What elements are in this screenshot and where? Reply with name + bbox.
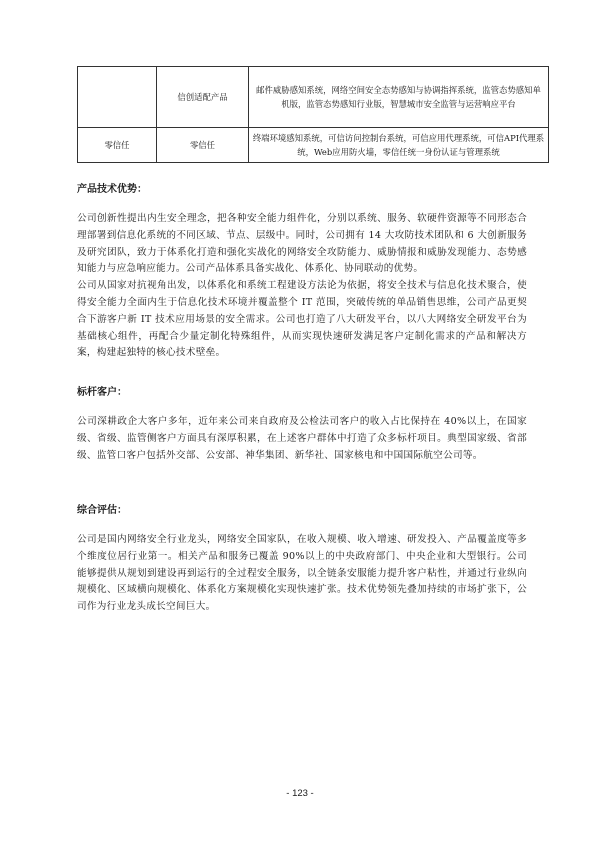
section-heading: 产品技术优势：: [77, 184, 147, 195]
page-number: - 123 -: [286, 788, 314, 799]
product-table-grid: [77, 66, 549, 163]
section-heading: 综合评估：: [77, 505, 127, 516]
table-cell-subcategory: 零信任: [157, 128, 249, 163]
table-cell-products: 邮件威胁感知系统，网络空间安全态势感知与协调指挥系统，监管态势感知单机版，监管态势感知行业版，智慧城市安全监管与运营响应平台: [249, 67, 549, 128]
section-tech-advantage: [77, 183, 527, 362]
paragraph: 公司深耕政企大客户多年，近年来公司来自政府及公检法司客户的收入占比保持在 40%以上，在国家级、省级、监管侧客户方面具有深厚积累，在上述客户群体中打造了众多标杆项目。典型国家级、省部级、监管口客户包括外交部、公安部、神华集团、新华社、国家核电和中国国际航空公司等。: [77, 416, 527, 461]
table-cell-subcategory: 信创适配产品: [157, 67, 249, 128]
paragraph: 公司从国家对抗视角出发，以体系化和系统工程建设方法论为依据，将安全技术与信息化技术聚合，使得安全能力全面内生于信息化技术环境并覆盖整个 IT 范围，突破传统的单品销售思维，公司产品更契合下游客户新 IT 技术应用场景的安全需求。公司也打造了八大研发平台，以八大网络安全研发平台为基础核心组件，再配合少量定制化特殊组件，从而实现快速研发满足客户定制化需求的产品和解决方案，构建起独特的核心技术壁垒。: [77, 280, 527, 359]
paragraph: 公司创新性提出内生安全理念，把各种安全能力组件化，分别以系统、服务、软硬件资源等不同形态合理部署到信息化系统的不同区域、节点、层级中。同时，公司拥有 14 大攻防技术团队和 6 大创新服务及研究团队，致力于体系化打造和强化实战化的网络安全攻防能力、威胁情报和威胁发现能力、态势感知能力与应急响应能力。公司产品体系具备实战化、体系化、协同联动的优势。: [77, 213, 527, 275]
table-row: [78, 67, 549, 128]
table-cell-category: 零信任: [78, 128, 157, 163]
table-cell-products: 终端环境感知系统，可信访问控制台系统，可信应用代理系统，可信API代理系统，Web应用防火墙，零信任统一身份认证与管理系统: [249, 128, 549, 163]
product-table: [77, 66, 545, 163]
section-heading: 标杆客户：: [77, 387, 127, 398]
table-row: [78, 128, 549, 163]
paragraph: 公司是国内网络安全行业龙头，网络安全国家队，在收入规模、收入增速、研发投入、产品覆盖度等多个维度位居行业第一。相关产品和服务已覆盖 90%以上的中央政府部门、中央企业和大型银行。公司能够提供从规划到建设再到运行的全过程安全服务，以全链条安服能力提升客户粘性，并通过行业纵向规模化、区域横向规模化、体系化方案规模化实现快速扩张。技术优势领先叠加持续的市场扩张下，公司作为行业龙头成长空间巨大。: [77, 534, 527, 613]
table-cell-category: [78, 67, 157, 128]
section-overall-evaluation: [77, 504, 527, 616]
section-benchmark-clients: [77, 386, 527, 464]
